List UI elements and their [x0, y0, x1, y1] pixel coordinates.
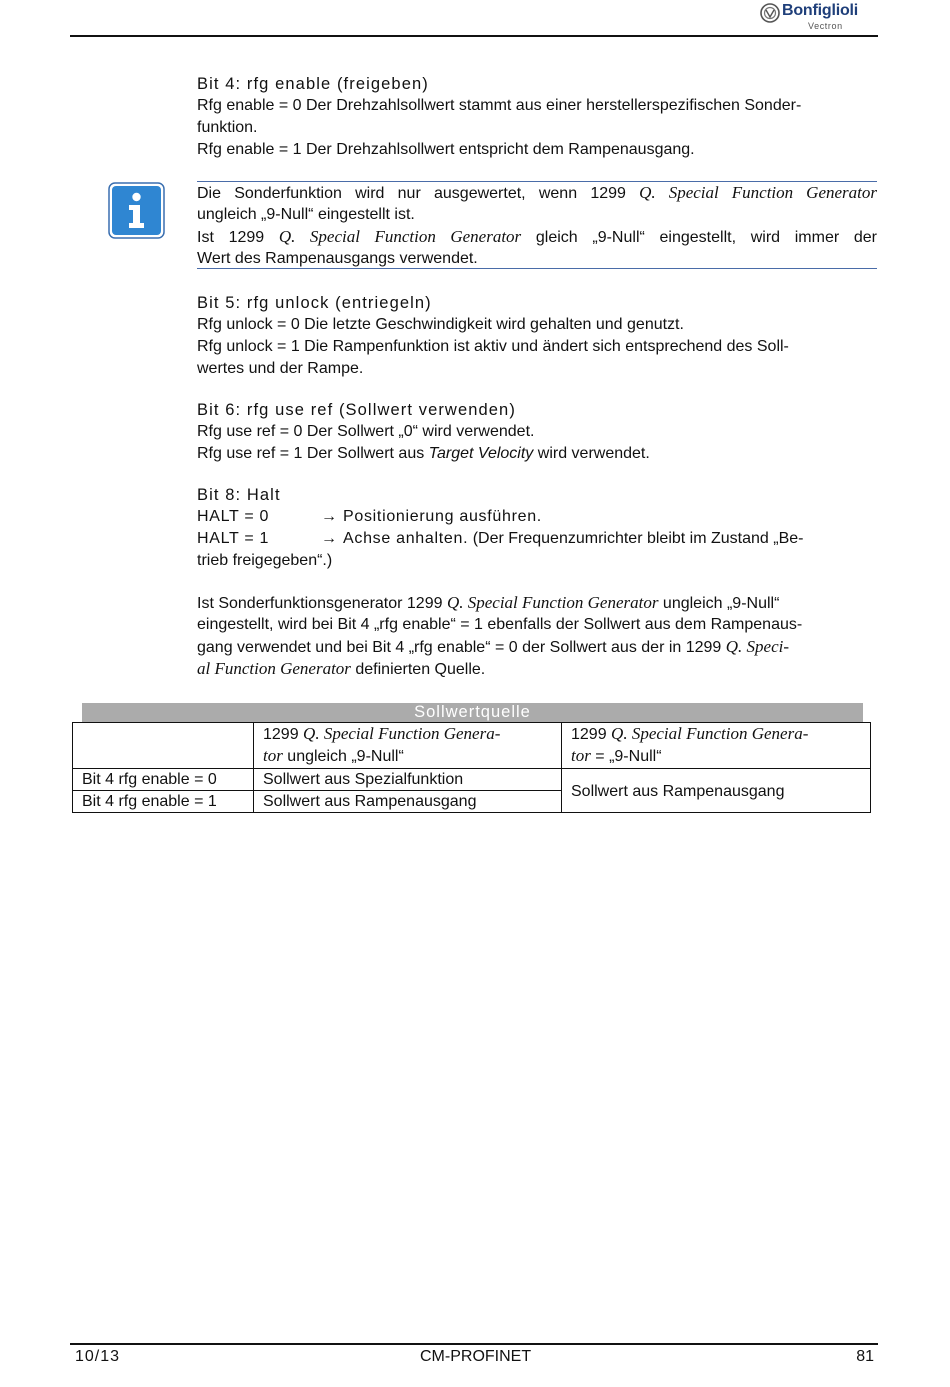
paragraph-line-4	[197, 658, 877, 680]
brand-name: Bonfiglioli	[782, 2, 859, 19]
note-line-4: Wert des Rampenausgangs verwendet.	[197, 250, 478, 267]
paragraph-line-1	[197, 592, 877, 614]
halt-0-text: Positionierung ausführen.	[343, 508, 542, 525]
bit4-line-1: Rfg enable = 0 Der Drehzahlsollwert stammt aus einer herstellerspezifischen Sonder-	[197, 97, 802, 114]
col1-param-name: Q. Special Function Genera-	[303, 724, 501, 743]
bit4-line-3: Rfg enable = 1 Der Drehzahlsollwert entspricht dem Rampenausgang.	[197, 141, 695, 158]
table-corner-cell	[72, 722, 254, 769]
bit6-line-1: Rfg use ref = 0 Der Sollwert „0“ wird verwendet.	[197, 423, 535, 440]
brand-logo	[760, 2, 870, 36]
note-bottom-rule	[197, 268, 877, 269]
table-header-col2	[561, 722, 871, 769]
bit5-line-2: Rfg unlock = 1 Die Rampenfunktion ist aktiv und ändert sich entsprechend des Soll-	[197, 338, 789, 355]
bit8-heading: Bit 8: Halt	[197, 486, 281, 504]
note-line-3	[197, 226, 877, 248]
table-merged-value: Sollwert aus Rampenausgang	[561, 768, 871, 813]
arrow-right-icon: →	[321, 530, 337, 547]
footer-title: CM-PROFINET	[420, 1348, 532, 1365]
info-icon	[108, 182, 165, 239]
bit6-line-2-rest: wird verwendet.	[533, 445, 650, 462]
halt-1-label: HALT = 1	[197, 530, 270, 547]
table-row-1-value: Sollwert aus Spezialfunktion	[253, 768, 562, 791]
col1-condition: ungleich „9-Null“	[282, 748, 404, 765]
bit4-heading: Bit 4: rfg enable (freigeben)	[197, 75, 429, 93]
note-box	[197, 182, 877, 270]
col2-condition: = „9-Null“	[590, 748, 662, 765]
table-row-2-value: Sollwert aus Rampenausgang	[253, 790, 562, 813]
halt-1-continued: trieb freigegeben“.)	[197, 552, 333, 569]
bit8-section	[197, 484, 877, 572]
paragraph-line-2: eingestellt, wird bei Bit 4 „rfg enable“ = 1 ebenfalls der Sollwert aus dem Rampenaus-	[197, 616, 803, 633]
halt-0-label: HALT = 0	[197, 508, 270, 525]
note-line-1-text: Die Sonderfunktion wird nur ausgewertet, wenn 1299	[197, 185, 640, 202]
footer-date: 10/13	[75, 1348, 121, 1365]
note-line-2: ungleich „9-Null“ eingestellt ist.	[197, 206, 415, 223]
brand-subname: Vectron	[808, 21, 843, 31]
col2-param-number: 1299	[571, 726, 612, 743]
note-line-1	[197, 182, 877, 204]
bit6-target-velocity: Target Velocity	[428, 445, 534, 462]
sollwertquelle-table	[72, 722, 871, 813]
arrow-right-icon: →	[321, 508, 337, 525]
col2-param-name-cont: tor	[571, 746, 591, 765]
paragraph-line-1-rest: ungleich „9-Null“	[658, 595, 780, 612]
bit5-heading: Bit 5: rfg unlock (entriegeln)	[197, 294, 432, 312]
halt-1-row	[197, 528, 877, 550]
bit6-line-2-text: Rfg use ref = 1 Der Sollwert aus	[197, 445, 429, 462]
bit4-line-2: funktion.	[197, 119, 258, 136]
bit6-heading: Bit 6: rfg use ref (Sollwert verwenden)	[197, 401, 516, 419]
sonderfunktion-paragraph	[197, 592, 877, 680]
col1-param-name-cont: tor	[263, 746, 283, 765]
note-line-3-param: Q. Special Function Generator	[278, 227, 522, 246]
page-number: 81	[856, 1348, 874, 1365]
bonfiglioli-logo-icon	[760, 3, 780, 23]
paragraph-line-4-param: al Function Generator	[197, 659, 351, 678]
paragraph-line-1-param: Q. Special Function Generator	[446, 593, 659, 612]
bit5-line-3: wertes und der Rampe.	[197, 360, 364, 377]
paragraph-line-3-param: Q. Speci-	[725, 637, 790, 656]
table-row-2-label: Bit 4 rfg enable = 1	[72, 790, 254, 813]
paragraph-line-3	[197, 636, 877, 658]
bit6-line-2	[197, 443, 877, 465]
halt-0-row	[197, 506, 877, 528]
header-divider	[70, 35, 878, 37]
table-header-col1	[253, 722, 562, 769]
halt-1-rest: (Der Frequenzumrichter bleibt im Zustand „Be-	[468, 530, 804, 547]
halt-1-text: Achse anhalten.	[343, 530, 469, 547]
col2-param-name: Q. Special Function Genera-	[611, 724, 809, 743]
note-line-3-text: Ist 1299	[197, 229, 279, 246]
col1-param-number: 1299	[263, 726, 304, 743]
bit4-section	[197, 73, 877, 161]
footer-divider	[70, 1343, 878, 1345]
table-title: Sollwertquelle	[82, 703, 863, 722]
note-line-3-rest: gleich „9-Null“ eingestellt, wird immer der	[521, 229, 878, 246]
paragraph-line-1-text: Ist Sonderfunktionsgenerator 1299	[197, 595, 447, 612]
note-line-1-param: Q. Special Function Generator	[639, 183, 877, 202]
table-row-1-label: Bit 4 rfg enable = 0	[72, 768, 254, 791]
bit5-line-1: Rfg unlock = 0 Die letzte Geschwindigkeit wird gehalten und genutzt.	[197, 316, 684, 333]
paragraph-line-3-text: gang verwendet und bei Bit 4 „rfg enable“ = 0 der Sollwert aus der in 1299	[197, 639, 726, 656]
bit6-section	[197, 399, 877, 465]
bit5-section	[197, 292, 877, 380]
paragraph-line-4-rest: definierten Quelle.	[350, 661, 486, 678]
